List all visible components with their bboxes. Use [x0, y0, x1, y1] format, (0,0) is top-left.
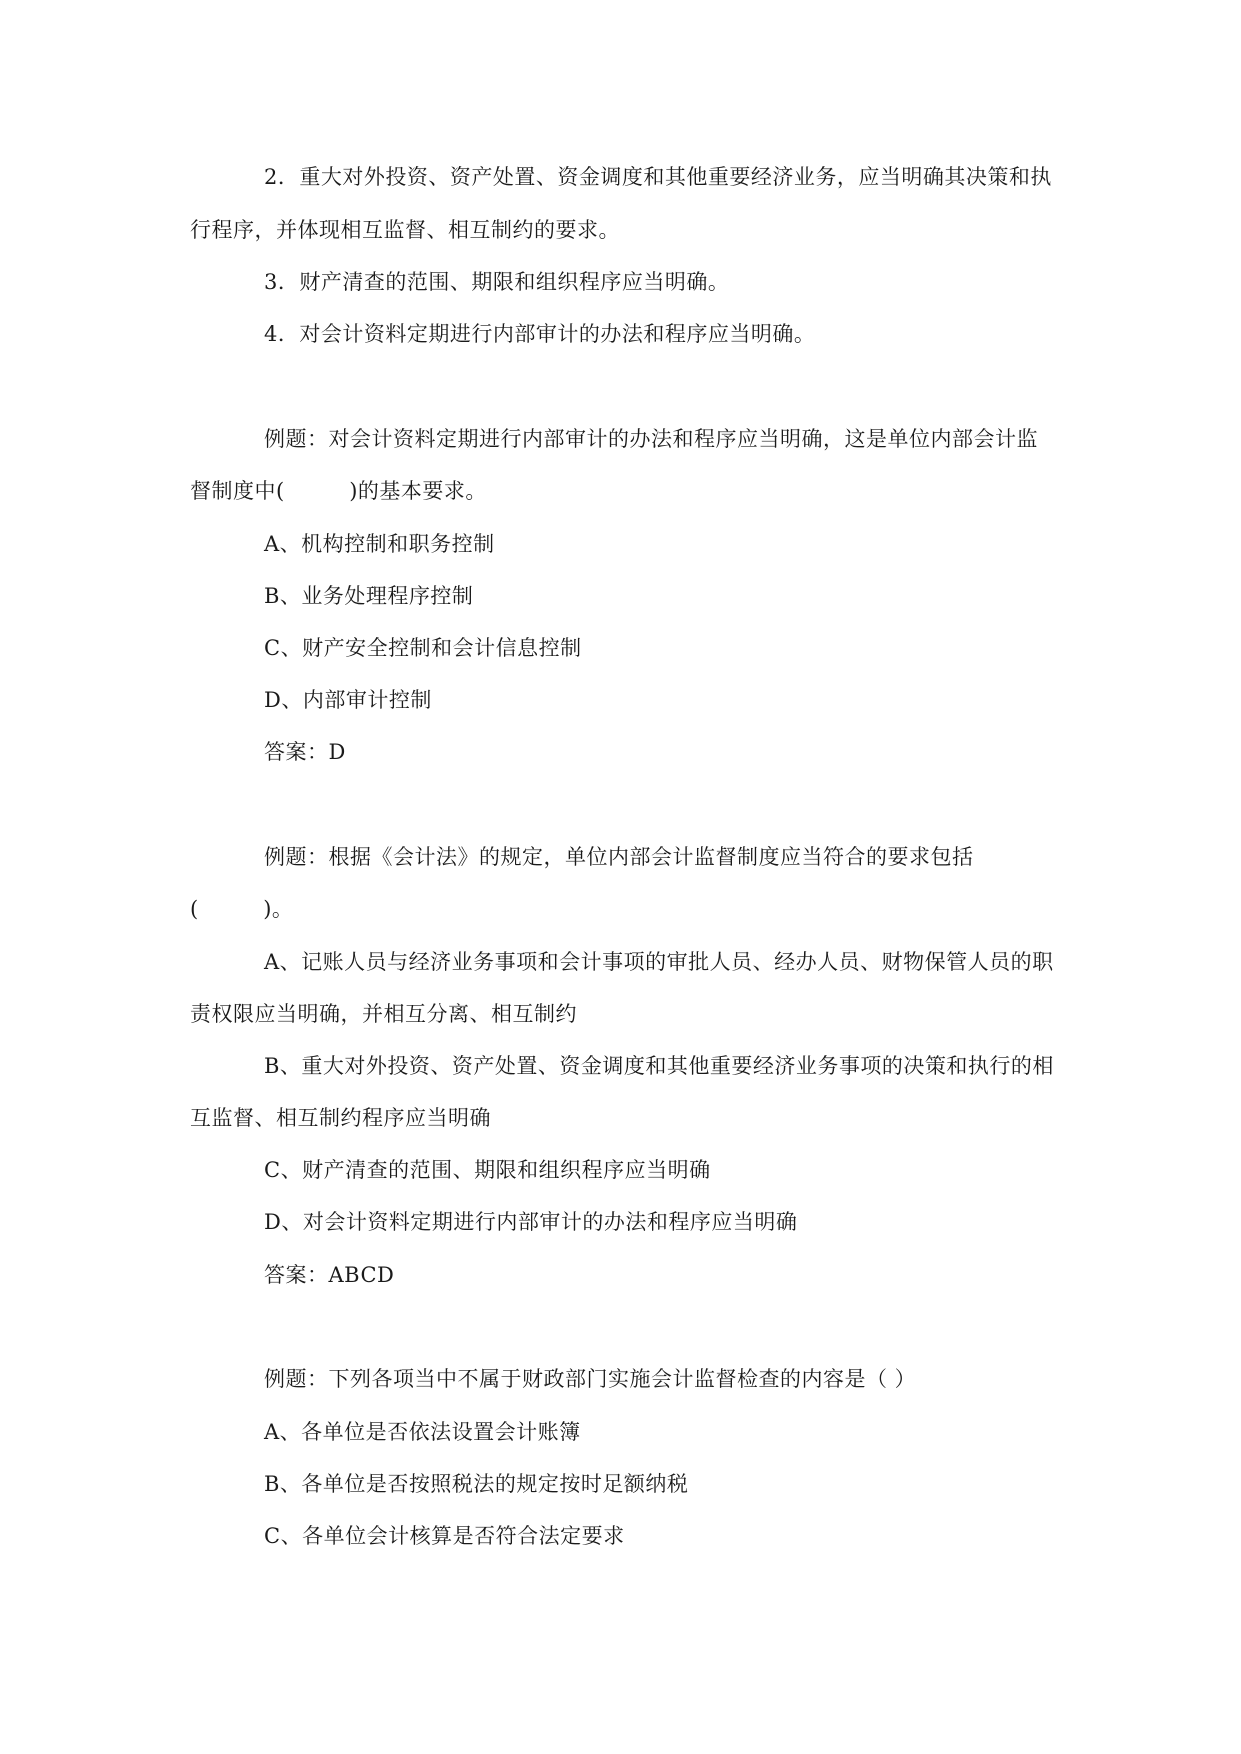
example-2-answer: 答案：ABCD	[264, 1263, 395, 1287]
example-1-option-a: A、机构控制和职务控制	[264, 532, 495, 556]
example-2-option-a-line-1: A、记账人员与经济业务事项和会计事项的审批人员、经办人员、财物保管人员的职	[264, 950, 1054, 974]
example-2-question-line-1: 例题：根据《会计法》的规定，单位内部会计监督制度应当符合的要求包括	[264, 845, 974, 869]
example-3-option-a: A、各单位是否依法设置会计账簿	[264, 1420, 581, 1444]
item-2-line-2: 行程序，并体现相互监督、相互制约的要求。	[190, 218, 620, 242]
example-1-option-d: D、内部审计控制	[264, 688, 432, 712]
example-1-question-line-2: 督制度中( )的基本要求。	[190, 479, 487, 503]
example-1-answer: 答案：D	[264, 740, 346, 764]
example-1-question-line-1: 例题：对会计资料定期进行内部审计的办法和程序应当明确，这是单位内部会计监	[264, 427, 1038, 451]
example-1-option-b: B、业务处理程序控制	[264, 584, 474, 608]
example-2-option-b-line-1: B、重大对外投资、资产处置、资金调度和其他重要经济业务事项的决策和执行的相	[264, 1054, 1054, 1078]
example-3-option-c: C、各单位会计核算是否符合法定要求	[264, 1524, 625, 1548]
item-2-line-1: 2．重大对外投资、资产处置、资金调度和其他重要经济业务，应当明确其决策和执	[264, 165, 1052, 189]
example-2-option-a-line-2: 责权限应当明确，并相互分离、相互制约	[190, 1002, 577, 1026]
example-1-option-c: C、财产安全控制和会计信息控制	[264, 636, 582, 660]
example-2-option-b-line-2: 互监督、相互制约程序应当明确	[190, 1106, 491, 1130]
example-2-question-line-2: ( )。	[190, 897, 294, 921]
example-2-option-c: C、财产清查的范围、期限和组织程序应当明确	[264, 1158, 711, 1182]
item-3: 3．财产清查的范围、期限和组织程序应当明确。	[264, 270, 730, 294]
item-4: 4．对会计资料定期进行内部审计的办法和程序应当明确。	[264, 322, 816, 346]
example-3-question: 例题：下列各项当中不属于财政部门实施会计监督检查的内容是（ ）	[264, 1367, 917, 1391]
example-2-option-d: D、对会计资料定期进行内部审计的办法和程序应当明确	[264, 1210, 798, 1234]
example-3-option-b: B、各单位是否按照税法的规定按时足额纳税	[264, 1472, 689, 1496]
